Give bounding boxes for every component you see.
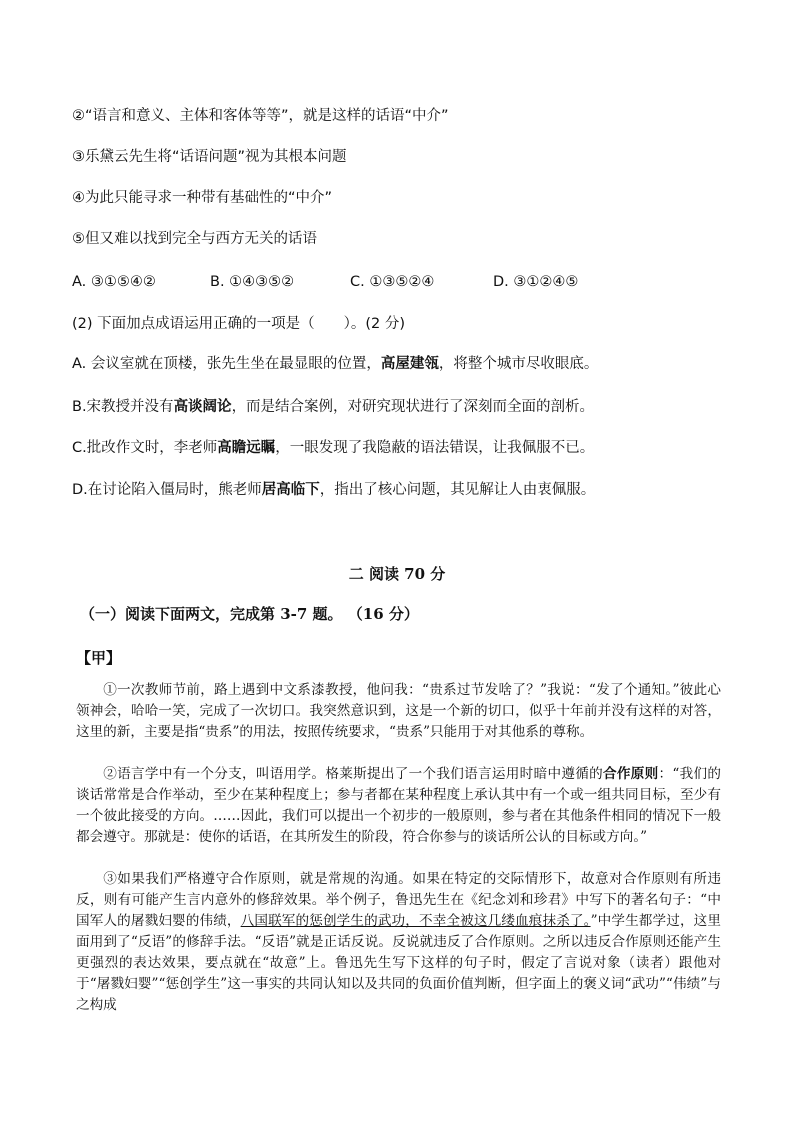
section-title: 二 阅读 70 分 [348,565,446,583]
ordering-item-4: ④为此只能寻求一种带有基础性的“中介” [72,190,333,206]
cooperative-principle-term: 合作原则 [602,766,659,782]
underlined-quote: 八国联军的惩创学生的武功，不幸全被这几缕血痕抹杀了。 [240,913,591,929]
ordering-option-a: A. ③①⑤④② [72,274,156,290]
ordering-item-5: ⑤但又难以找到完全与西方无关的话语 [72,231,317,247]
question-2-stem: (2) 下面加点成语运用正确的一项是（ ）。(2 分) [72,316,406,332]
question-2-option-a: A. 会议室就在顶楼，张先生坐在最显眼的位置，高屋建瓴，将整个城市尽收眼底。 [72,356,599,372]
sub-title: （一）阅读下面两文，完成第 3-7 题。 （16 分） [80,605,419,623]
idiom-a: 高屋建瓴 [380,356,439,372]
ordering-item-2: ②“语言和意义、主体和客体等等”，就是这样的话语“中介” [72,108,449,124]
passage-paragraph-2: ②语言学中有一个分支，叫语用学。格莱斯提出了一个我们语言运用时暗中遵循的合作原则：“我们的谈话常常是合作举动，至少在某种程度上；参与者都在某种程度上承认其中有一个或一组共同目标，至少有一个彼此接受的方向。……因此，我们可以提出一个初步的一般原则，参与者在其他条件相同的情况下一般都会遵守。那就是：使你的话语，在其所发生的阶段，符合你参与的谈话所公认的目标或方向。” [76,766,722,845]
ordering-item-3: ③乐黛云先生将“话语问题”视为其根本问题 [72,149,347,165]
idiom-b: 高谈阔论 [173,399,232,415]
idiom-d: 居高临下 [261,482,320,498]
passage-paragraph-1: ①一次教师节前，路上遇到中文系漆教授，他问我：“贵系过节发啥了？”我说：“发了个通知。”彼此心领神会，哈哈一笑，完成了一次切口。我突然意识到，这是一个新的切口，似乎十年前并没有这样的对答，这里的新，主要是指“贵系”的用法，按照传统要求，“贵系”只能用于对其他系的尊称。 [76,682,721,740]
ordering-option-c: C. ①③⑤②④ [350,274,435,290]
passage-label: 【甲】 [76,649,122,667]
question-2-option-c: C.批改作文时，李老师高瞻远瞩，一眼发现了我隐蔽的语法错误，让我佩服不已。 [72,440,595,456]
idiom-c: 高瞻远瞩 [217,440,276,456]
question-2-option-b: B.宋教授并没有高谈阔论，而是结合案例，对研究现状进行了深刻而全面的剖析。 [72,399,595,415]
ordering-option-d: D. ③①②④⑤ [493,274,579,290]
question-2-option-d: D.在讨论陷入僵局时，熊老师居高临下，指出了核心问题，其见解让人由衷佩服。 [72,482,596,498]
ordering-option-b: B. ①④③⑤② [210,274,295,290]
passage-paragraph-3: ③如果我们严格遵守合作原则，就是常规的沟通。如果在特定的交际情形下，故意对合作原则有所违反，则有可能产生言内意外的修辞效果。举个例子，鲁迅先生在《纪念刘和珍君》中写下的著名句子：“中国军人的屠戮妇婴的伟绩，八国联军的惩创学生的武功，不幸全被这几缕血痕抹杀了。”中学生都学过，这里面用到了“反语”的修辞手法。“反语”就是正话反说。反说就违反了合作原则。之所以违反合作原则还能产生更强烈的表达效果，要点就在“故意”上。鲁迅先生写下这样的句子时，假定了言说对象（读者）跟他对于“屠戮妇婴”“惩创学生”这一事实的共同认知以及共同的负面价值判断，但字面上的褒义词“武功”“伟绩”与之构成 [76,871,721,1013]
ordering-options [72,272,578,292]
